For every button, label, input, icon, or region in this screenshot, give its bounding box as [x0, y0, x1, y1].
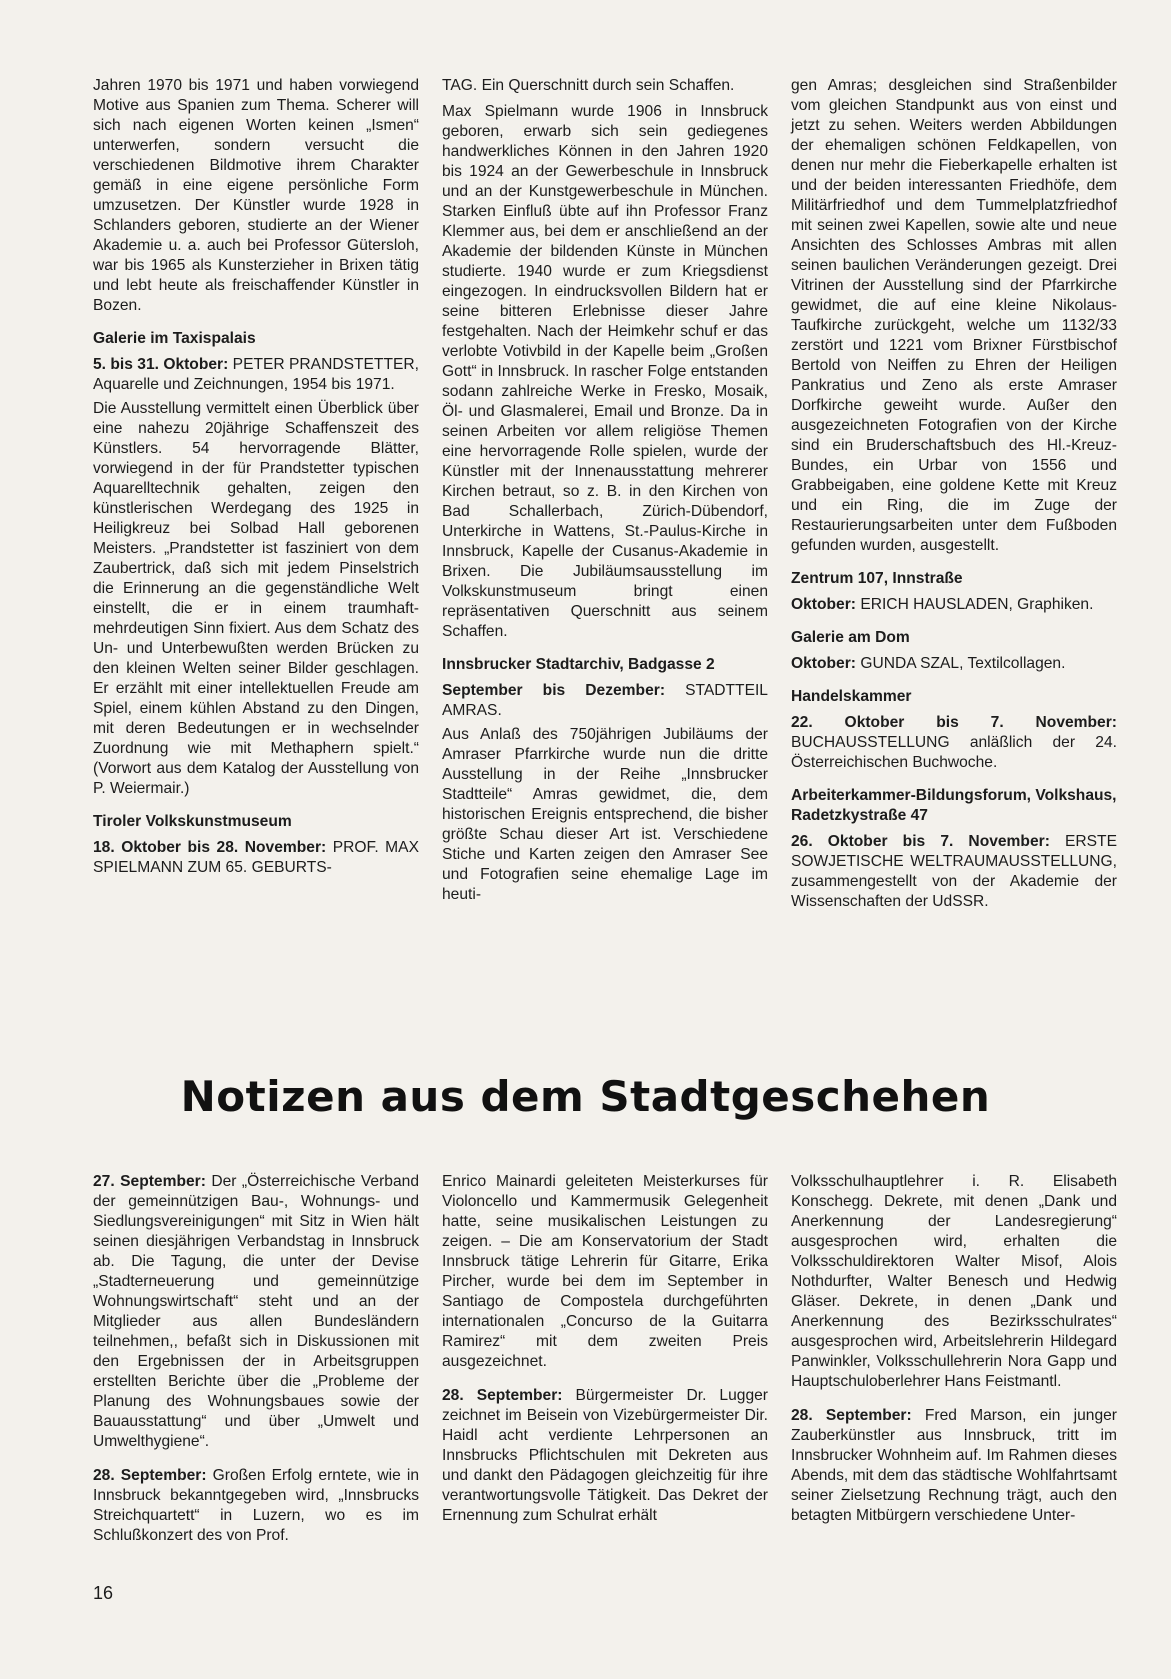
exhibition-entry [791, 713, 1117, 773]
exhibition-entry [93, 355, 419, 395]
entry-date: 28. September: [791, 1407, 912, 1424]
entry-date: 26. Oktober bis 7. November: [791, 833, 1050, 850]
entry-text: ERICH HAUSLADEN, Graphiken. [855, 596, 1094, 613]
entry-date: Oktober: [791, 655, 856, 672]
paragraph: Die Ausstellung vermittelt einen Überblick über eine nahezu 20jährige Schaffenszeit des Künstlers. 54 hervorragende Blätter, vorwiegend in der für Prandstetter typischen Aquarelltechnik gehalten, zeigen den künstlerischen Werdegang des 1925 in Heiligkreuz bei Solbad Hall geborenen Meisters. „Prandstetter ist fasziniert von dem Zaubertrick, daß sich mit jedem Pinselstrich die Erinnerung an die gegenständliche Welt einstellt, die er in einem traumhaft-mehrdeutigen Sinn fixiert. Aus dem Schatz des Un- und Unterbewußten werden Brücken zu den kleinen Welten seiner Bilder geschlagen. Er erzählt mit einer intellektuellen Freude am Spiel, einem kühlen Abstand zu den Dingen, mit deren Bedeutungen er in wechselnder Zuordnung wie mit Methaphern spielt.“ (Vorwort aus dem Katalog der Ausstellung von P. Weiermair.) [93, 400, 419, 797]
exhibition-entry [442, 681, 768, 721]
exhibition-entry [791, 654, 1117, 674]
entry-text: ERSTE SOWJETISCHE WELTRAUMAUSSTELLUNG, zusammengestellt von der Akademie der Wissenschaften der UdSSR. [791, 833, 1117, 910]
news-entry [442, 1386, 768, 1526]
page-number: 16 [93, 1583, 114, 1603]
entry-text: PROF. MAX SPIELMANN ZUM 65. GEBURTS- [93, 839, 419, 876]
paragraph: Max Spielmann wurde 1906 in Innsbruck geboren, erwarb sich sein gediegenes handwerkliches Können in den Jahren 1920 bis 1924 an der Gewerbeschule in Innsbruck und an der Kunstgewerbeschule in München. Starken Einfluß übte auf ihn Professor Franz Klemmer aus, bei dem er anschließend an der Akademie der bildenden Künste in München studierte. 1940 wurde er zum Kriegsdienst eingezogen. In eindrucksvollen Bildern hat er seine bitteren Erlebnisse dieser Jahre festgehalten. Nach der Heimkehr schuf er das verlobte Votivbild in der Kapelle beim „Großen Gott“ in Innsbruck. In rascher Folge entstanden sodann zahlreiche Werke in Fresko, Mosaik, Öl- und Glasmalerei, Email und Bronze. Da in seinen Arbeiten vor allem religiöse Themen eine hervorragende Rolle spielen, wurde der Künstler mit der Innenausstattung mehrerer Kirchen betraut, so z. B. in den Kirchen von Bad Schallerbach, Zürich-Dübendorf, Unterkirche in Wattens, St.-Paulus-Kirche in Innsbruck, Kapelle der Cusanus-Akademie in Brixen. Die Jubiläumsausstellung im Volkskunstmuseum bringt einen repräsentativen Querschnitt aus seinem Schaffen. [442, 103, 768, 640]
venue-heading: Innsbrucker Stadtarchiv, Badgasse 2 [442, 656, 715, 673]
entry-text: Fred Marson, ein junger Zauberkünstler aus Innsbruck, tritt im Innsbrucker Wohnheim auf. Im Rahmen dieses Abends, mit dem das städtische Wohlfahrtsamt seiner Zielsetzung Rechnung trägt, auch den betagten Mitbürgern verschiedene Unter- [791, 1407, 1117, 1524]
entry-date: 28. September: [442, 1387, 563, 1404]
news-entry [93, 1466, 419, 1546]
venue-heading: Zentrum 107, Innstraße [791, 570, 963, 587]
paragraph: Aus Anlaß des 750jährigen Jubiläums der Amraser Pfarrkirche wurde nun die dritte Ausstellung in der Reihe „Innsbrucker Stadtteile“ Amras gewidmet, die, dem historischen Ereignis entsprechend, die bisher größte Schau dieser Art ist. Verschiedene Stiche und Karten zeigen den Amraser See und Fotografien seine ehemalige Lage im heuti- [442, 726, 768, 903]
top-column-1 [93, 76, 419, 878]
paragraph: TAG. Ein Querschnitt durch sein Schaffen. [442, 77, 735, 94]
news-entry [93, 1172, 419, 1452]
section-headline: Notizen aus dem Stadtgeschehen [180, 1072, 991, 1121]
venue-heading: Galerie im Taxispalais [93, 330, 256, 347]
paragraph: Volksschulhauptlehrer i. R. Elisabeth Konschegg. Dekrete, mit denen „Dank und Anerkennung der Landesregierung“ ausgesprochen wird, erhalten die Volksschuldirektoren Walter Misof, Alois Nothdurfter, Walter Benesch und Hedwig Gläser. Dekrete, in denen „Dank und Anerkennung des Bezirksschulrates“ ausgesprochen wird, Arbeitslehrerin Hildegard Panwinkler, Volksschullehrerin Nora Gapp und Hauptschuloberlehrer Hans Feistmantl. [791, 1173, 1117, 1390]
entry-date: 22. Oktober bis 7. November: [791, 714, 1117, 731]
entry-text: PETER PRANDSTETTER, Aquarelle und Zeichnungen, 1954 bis 1971. [93, 356, 419, 393]
entry-text: Der „Österreichische Verband der gemeinnützigen Bau-, Wohnungs- und Siedlungsvereinigungen“ mit Sitz in Wien hält seinen diesjährigen Verbandstag in Innsbruck ab. Die Tagung, die unter der Devise „Stadterneuerung und gemeinnützige Wohnungswirtschaft“ steht und an der Mitglieder aus allen Bundesländern teilnehmen,, befaßt sich in Diskussionen mit den Ergebnissen der in Arbeitsgruppen erstellten Berichte über die „Probleme der Planung des Wohnungsbaues sowie der Bauausstattung“ und über „Umwelt und Umwelthygiene“. [93, 1173, 419, 1450]
paragraph: gen Amras; desgleichen sind Straßenbilder vom gleichen Standpunkt aus von einst und jetzt zu sehen. Weiters werden Abbildungen der ehemaligen schönen Feldkapellen, von denen nur mehr die Fieberkapelle erhalten ist und der beiden interessanten Friedhöfe, dem Militärfriedhof und dem Tummelplatzfriedhof mit seinen zwei Kapellen, sowie alte und neue Ansichten des Schlosses Ambras mit allen seinen baulichen Veränderungen gezeigt. Drei Vitrinen der Ausstellung sind der Pfarrkirche gewidmet, die auf eine kleine Nikolaus-Taufkirche zurückgeht, welche um 1132/33 zerstört und 1221 vom Brixner Fürstbischof Bertold von Neiffen zu Ehren der Heiligen Pankratius und Zeno als erste Amraser Dorfkirche geweiht wurde. Außer den ausgezeichneten Fotografien von der Kirche sind ein Bruderschaftsbuch des Hl.-Kreuz-Bundes, ein Urbar von 1556 und Grabbeigaben, eine goldene Kette mit Kreuz und ein Ring, die im Zuge der Restaurierungsarbeiten unter dem Fußboden gefunden wurden, ausgestellt. [791, 77, 1117, 554]
venue-heading: Galerie am Dom [791, 629, 910, 646]
exhibition-entry [791, 595, 1117, 615]
news-entry [791, 1406, 1117, 1526]
exhibition-entry [791, 832, 1117, 912]
bottom-column-3 [791, 1172, 1117, 1526]
top-column-3 [791, 76, 1117, 912]
venue-heading: Handelskammer [791, 688, 912, 705]
venue-heading: Arbeiterkammer-Bildungsforum, Volkshaus, Radetzkystraße 47 [791, 787, 1117, 824]
entry-text: Großen Erfolg erntete, wie in Innsbruck bekanntgegeben wird, „Innsbrucks Streichquartett“ in Luzern, wo es im Schlußkonzert des von Prof. [93, 1467, 419, 1544]
bottom-column-1 [93, 1172, 419, 1546]
entry-text: STADTTEIL AMRAS. [442, 682, 768, 719]
entry-date: Oktober: [791, 596, 856, 613]
entry-date: September bis Dezember: [442, 682, 666, 699]
entry-text: Bürgermeister Dr. Lugger zeichnet im Beisein von Vizebürgermeister Dir. Haidl acht verdiente Lehrpersonen an Innsbrucks Pflichtschulen mit Dekreten aus und dankt den Pädagogen gleichzeitig für ihre verantwortungsvolle Tätigkeit. Das Dekret der Ernennung zum Schulrat erhält [442, 1387, 768, 1524]
exhibition-entry [93, 838, 419, 878]
entry-date: 18. Oktober bis 28. November: [93, 839, 327, 856]
paragraph: Enrico Mainardi geleiteten Meisterkurses für Violoncello und Kammermusik Gelegenheit hatte, seine musikalischen Leistungen zu zeigen. – Die am Konservatorium der Stadt Innsbruck tätige Lehrerin für Gitarre, Erika Pircher, wurde bei dem im September in Santiago de Compostela durchgeführten internationalen „Concurso de la Guitarra Ramirez“ mit dem zweiten Preis ausgezeichnet. [442, 1173, 768, 1370]
top-column-2 [442, 76, 768, 905]
venue-heading: Tiroler Volkskunstmuseum [93, 813, 292, 830]
entry-text: BUCHAUSSTELLUNG anläßlich der 24. Österreichischen Buchwoche. [791, 734, 1117, 771]
entry-text: GUNDA SZAL, Textilcollagen. [855, 655, 1066, 672]
bottom-column-2 [442, 1172, 768, 1526]
paragraph: Jahren 1970 bis 1971 und haben vorwiegend Motive aus Spanien zum Thema. Scherer will sich nach eigenen Worten keinen „Ismen“ unterwerfen, sondern versucht die verschiedenen Bildmotive ihrem Charakter gemäß in eine eigene persönliche Form umzusetzen. Der Künstler wurde 1928 in Schlanders geboren, studierte an der Wiener Akademie u. a. auch bei Professor Gütersloh, war bis 1965 als Kunsterzieher in Brixen tätig und lebt heute als freischaffender Künstler in Bozen. [93, 77, 419, 314]
entry-date: 28. September: [93, 1467, 207, 1484]
entry-date: 27. September: [93, 1173, 206, 1190]
entry-date: 5. bis 31. Oktober: [93, 356, 229, 373]
